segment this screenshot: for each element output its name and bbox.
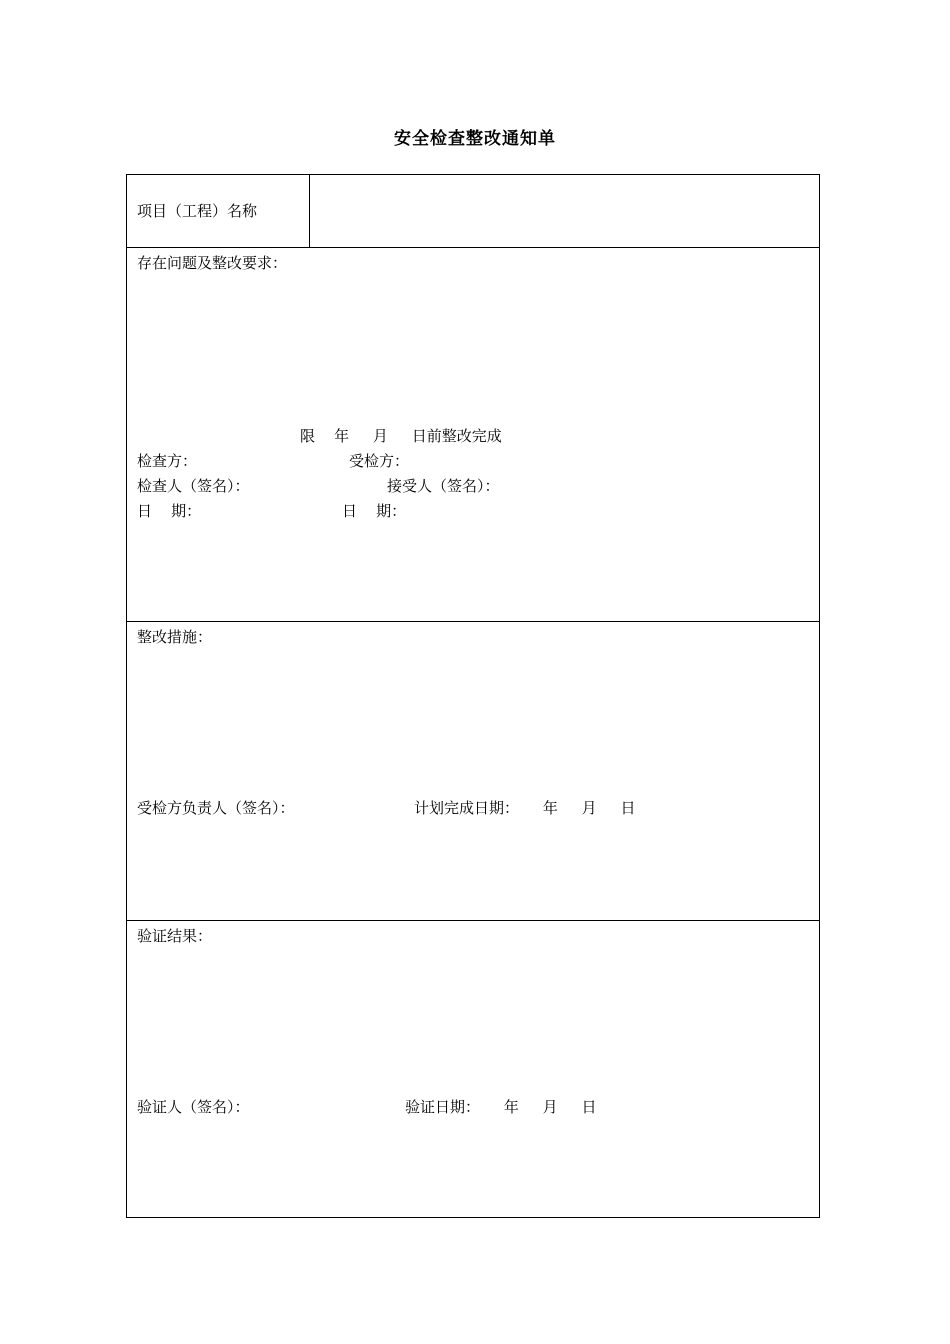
inspector-signature-label: 检查人（签名）： xyxy=(137,477,250,495)
project-name-row xyxy=(127,175,819,247)
responsible-signature-label: 受检方负责人（签名）： xyxy=(137,799,295,817)
inspector-org-label: 检查方： xyxy=(137,452,198,470)
receiver-date-label: 日 期： xyxy=(342,502,407,520)
receiver-signature-label: 接受人（签名）： xyxy=(387,477,500,495)
inspected-org-label: 受检方： xyxy=(349,452,410,470)
column-divider xyxy=(309,175,310,247)
inspector-date-label: 日 期： xyxy=(137,502,202,520)
problems-label: 存在问题及整改要求： xyxy=(137,254,288,272)
project-name-label: 项目（工程）名称 xyxy=(137,202,258,220)
page-title: 安全检查整改通知单 xyxy=(394,129,556,149)
verification-date: 验证日期： 年 月 日 xyxy=(405,1098,597,1116)
problems-section xyxy=(127,247,819,621)
planned-completion-date: 计划完成日期： 年 月 日 xyxy=(414,799,636,817)
measures-label: 整改措施： xyxy=(137,628,213,646)
notice-form-table xyxy=(126,174,820,1218)
verification-section xyxy=(127,920,819,1217)
deadline-text: 限 年 月 日前整改完成 xyxy=(300,427,502,445)
verifier-signature-label: 验证人（签名）： xyxy=(137,1098,250,1116)
verification-label: 验证结果： xyxy=(137,927,213,945)
measures-section xyxy=(127,621,819,920)
